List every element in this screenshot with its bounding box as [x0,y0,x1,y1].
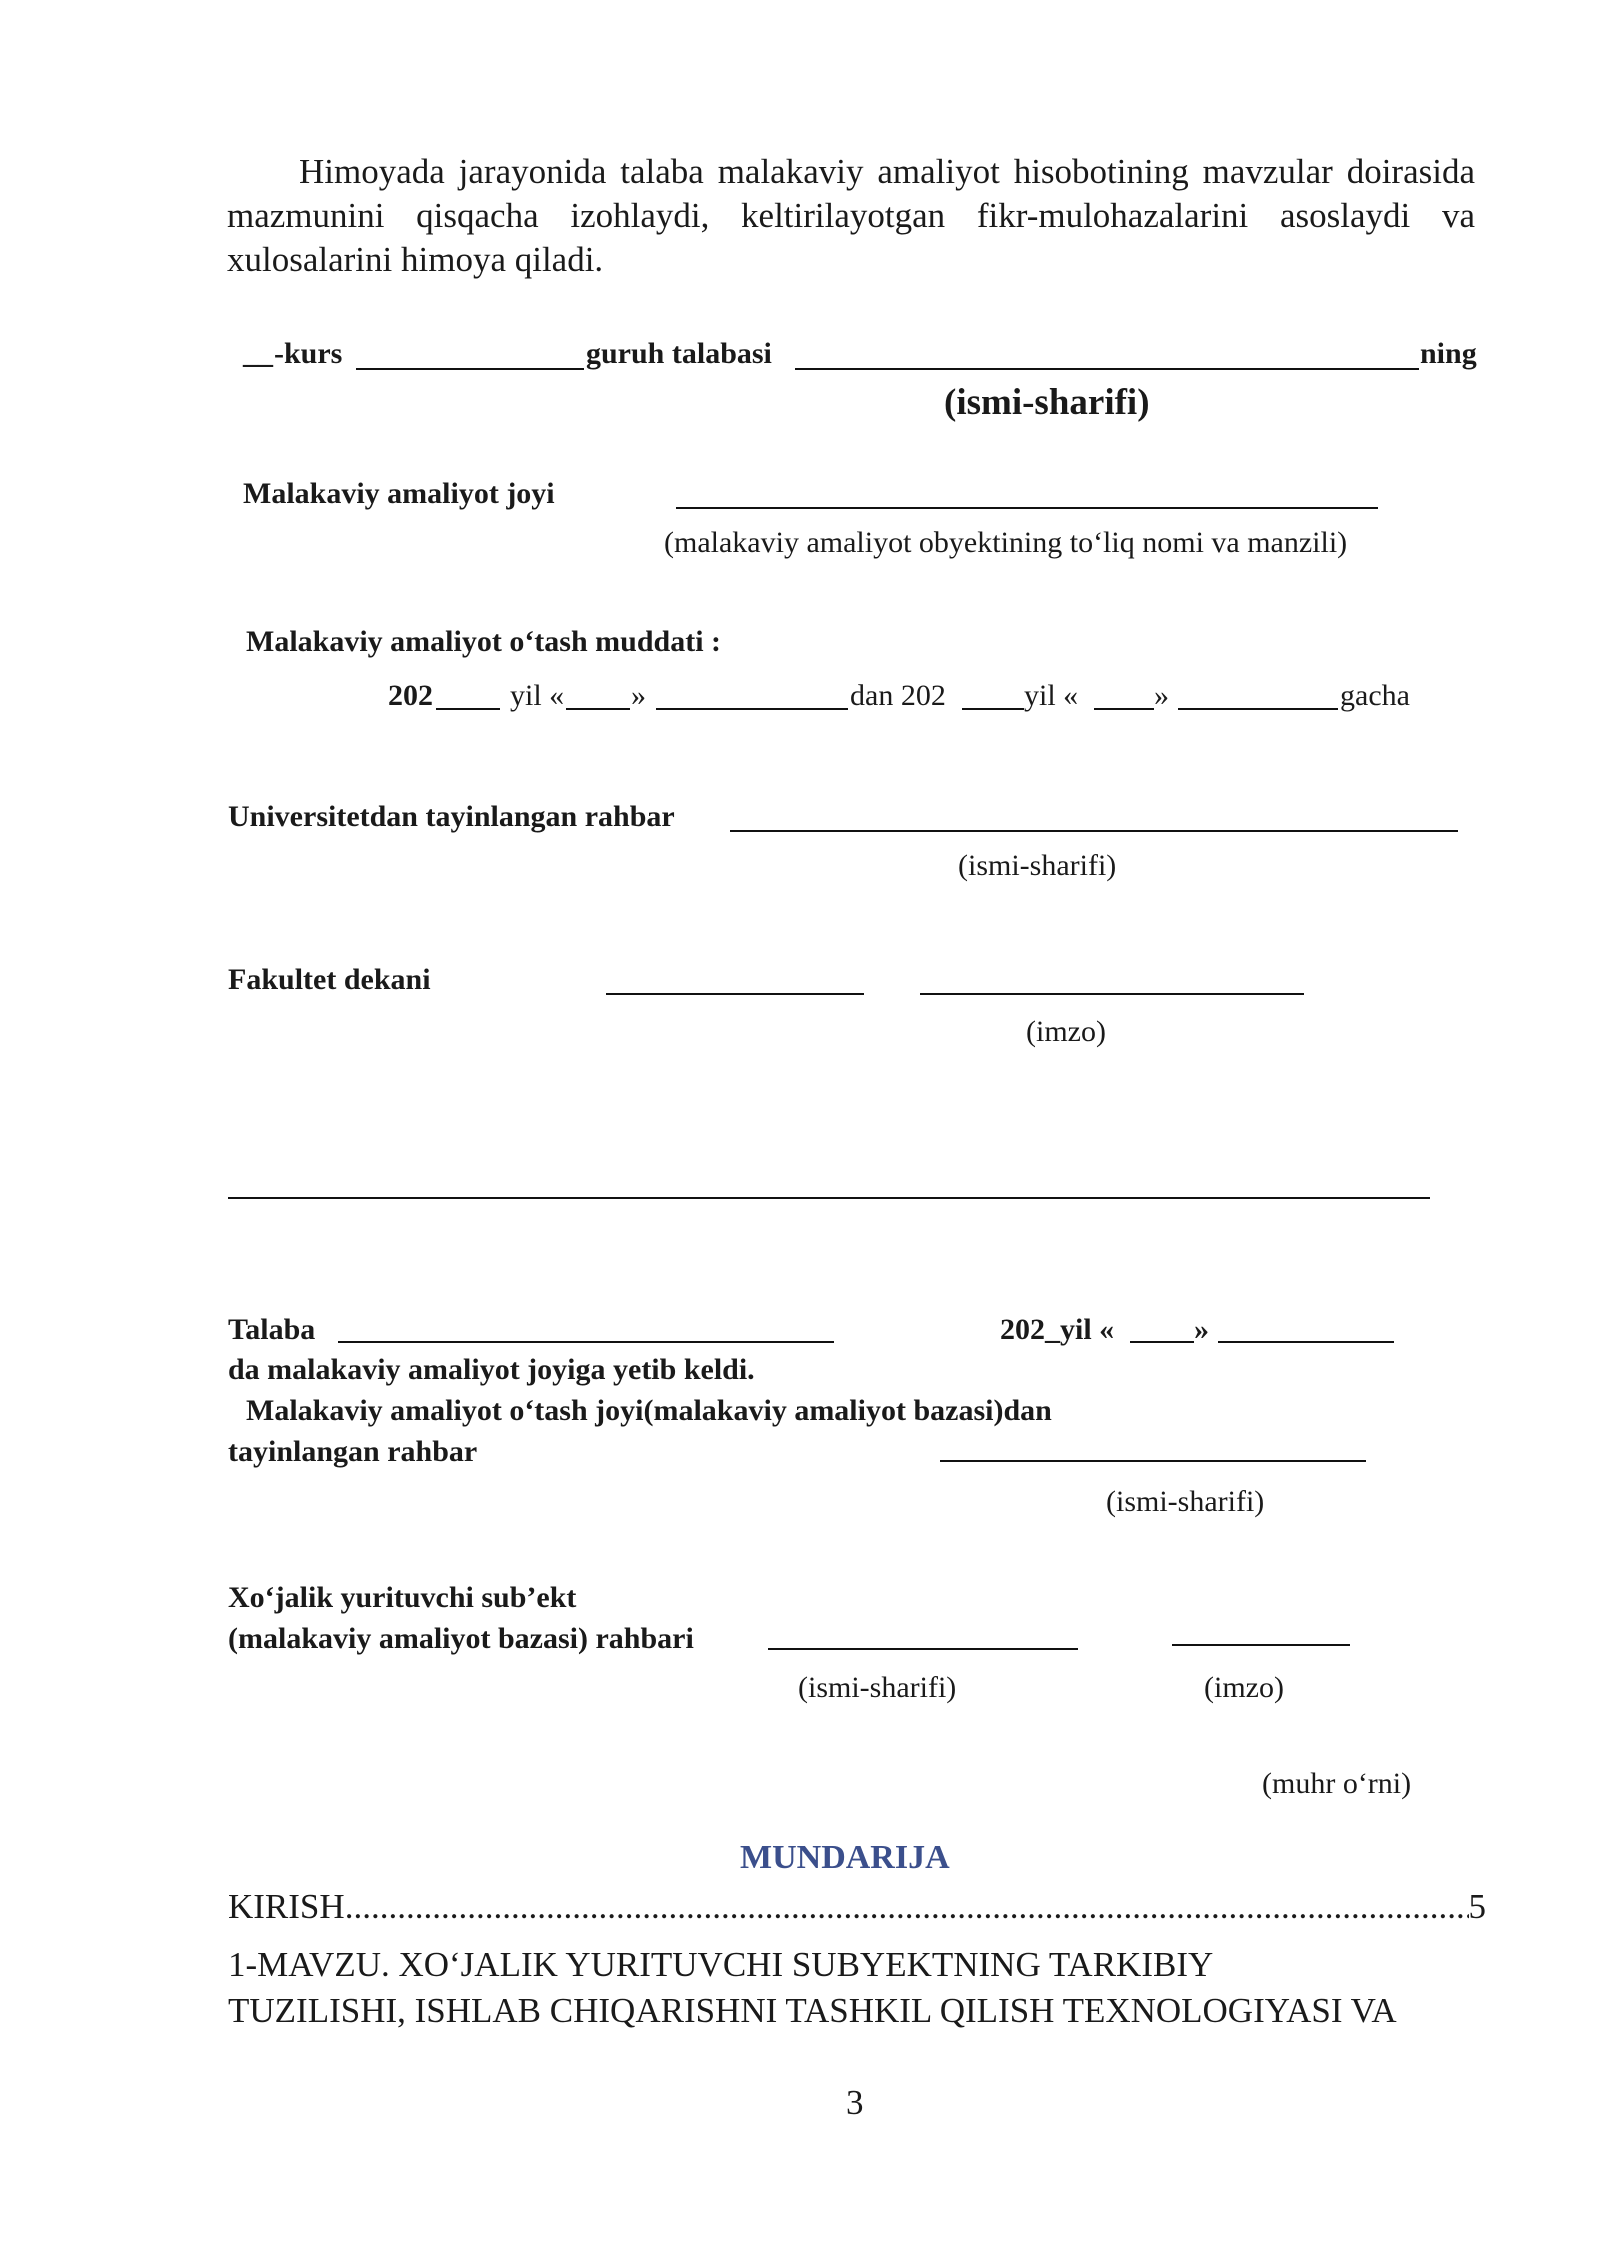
university-supervisor-blank-line[interactable] [730,830,1458,832]
dean-signature-blank-line[interactable] [920,993,1304,995]
arrival-line4: tayinlangan rahbar [228,1435,478,1468]
course-label: -kurs [274,337,343,370]
toc-entry-intro-label: KIRISH [228,1887,345,1926]
practice-place-blank-line[interactable] [676,507,1378,509]
period-start-day-blank[interactable] [566,708,630,710]
student-name-blank-line[interactable] [795,368,1419,370]
group-label: guruh talabasi [586,337,772,370]
period-end-year-blank[interactable] [962,708,1024,710]
toc-topic1-line1[interactable]: 1-MAVZU. XO‘JALIK YURITUVCHI SUBYEKTNING TARKIBIY [228,1945,1214,1984]
student-name-suffix: ning [1420,337,1477,370]
page-number: 3 [846,2083,864,2122]
period-start-yil: yil « [510,679,565,712]
period-start-year-blank[interactable] [436,708,500,710]
university-supervisor-label: Universitetdan tayinlangan rahbar [228,800,675,833]
dean-signature-caption: (imzo) [1026,1015,1106,1048]
entity-head-name-caption: (ismi-sharifi) [798,1671,957,1704]
period-dan: dan 202 [850,679,946,712]
university-supervisor-caption: (ismi-sharifi) [958,849,1117,882]
student-name-caption: (ismi-sharifi) [944,382,1150,423]
arrival-date-prefix: 202_yil « [1000,1313,1115,1346]
period-gacha: gacha [1340,679,1410,712]
period-end-month-blank[interactable] [1178,708,1338,710]
arrival-line2: da malakaviy amaliyot joyiga yetib keldi. [228,1353,755,1386]
course-number-blank: __ [243,337,273,370]
dean-name-blank-line[interactable] [606,993,864,995]
base-supervisor-caption: (ismi-sharifi) [1106,1485,1265,1518]
arrival-date-close: » [1194,1313,1209,1346]
period-end-yil: yil « [1024,679,1079,712]
entity-head-signature-blank-line[interactable] [1172,1644,1350,1646]
dean-label: Fakultet dekani [228,963,431,996]
period-year-prefix: 202 [388,679,433,712]
arrival-talaba-label: Talaba [228,1313,316,1346]
toc-entry-intro[interactable] [228,1886,1486,1928]
intro-paragraph [227,150,1475,282]
arrival-student-blank-line[interactable] [338,1341,834,1343]
toc-topic1-line2[interactable]: TUZILISHI, ISHLAB CHIQARISHNI TASHKIL QILISH TEXNOLOGIYASI VA [228,1991,1397,2030]
entity-head-name-blank-line[interactable] [768,1648,1078,1650]
arrival-line3: Malakaviy amaliyot o‘tash joyi(malakaviy amaliyot bazasi)dan [246,1394,1052,1427]
stamp-place-caption: (muhr o‘rni) [1262,1767,1412,1800]
period-end-close: » [1154,679,1169,712]
practice-place-label: Malakaviy amaliyot joyi [243,477,555,510]
toc-entry-intro-page: 5 [1468,1887,1486,1926]
base-supervisor-blank-line[interactable] [940,1460,1366,1462]
period-start-month-blank[interactable] [656,708,848,710]
group-blank-line[interactable] [356,368,584,370]
arrival-day-blank[interactable] [1130,1341,1194,1343]
separator-blank-line[interactable] [228,1197,1430,1199]
entity-head-signature-caption: (imzo) [1204,1671,1284,1704]
entity-head-line1: Xo‘jalik yurituvchi sub’ekt [228,1581,577,1614]
period-end-day-blank[interactable] [1094,708,1154,710]
intro-text: Himoyada jarayonida talaba malakaviy amaliyot hisobotining mavzular doirasida mazmunini qisqacha izohlaydi, keltirilayotgan fikr-mulohazalarini asoslaydi va xulosalarini himoya qiladi. [227,152,1475,279]
practice-place-caption: (malakaviy amaliyot obyektining to‘liq nomi va manzili) [664,526,1348,559]
practice-period-label: Malakaviy amaliyot o‘tash muddati : [246,625,722,658]
arrival-month-blank[interactable] [1218,1341,1394,1343]
period-start-close: » [631,679,646,712]
entity-head-line2: (malakaviy amaliyot bazasi) rahbari [228,1622,694,1655]
toc-leader-dots [345,1886,1469,1928]
toc-title: MUNDARIJA [740,1839,950,1876]
